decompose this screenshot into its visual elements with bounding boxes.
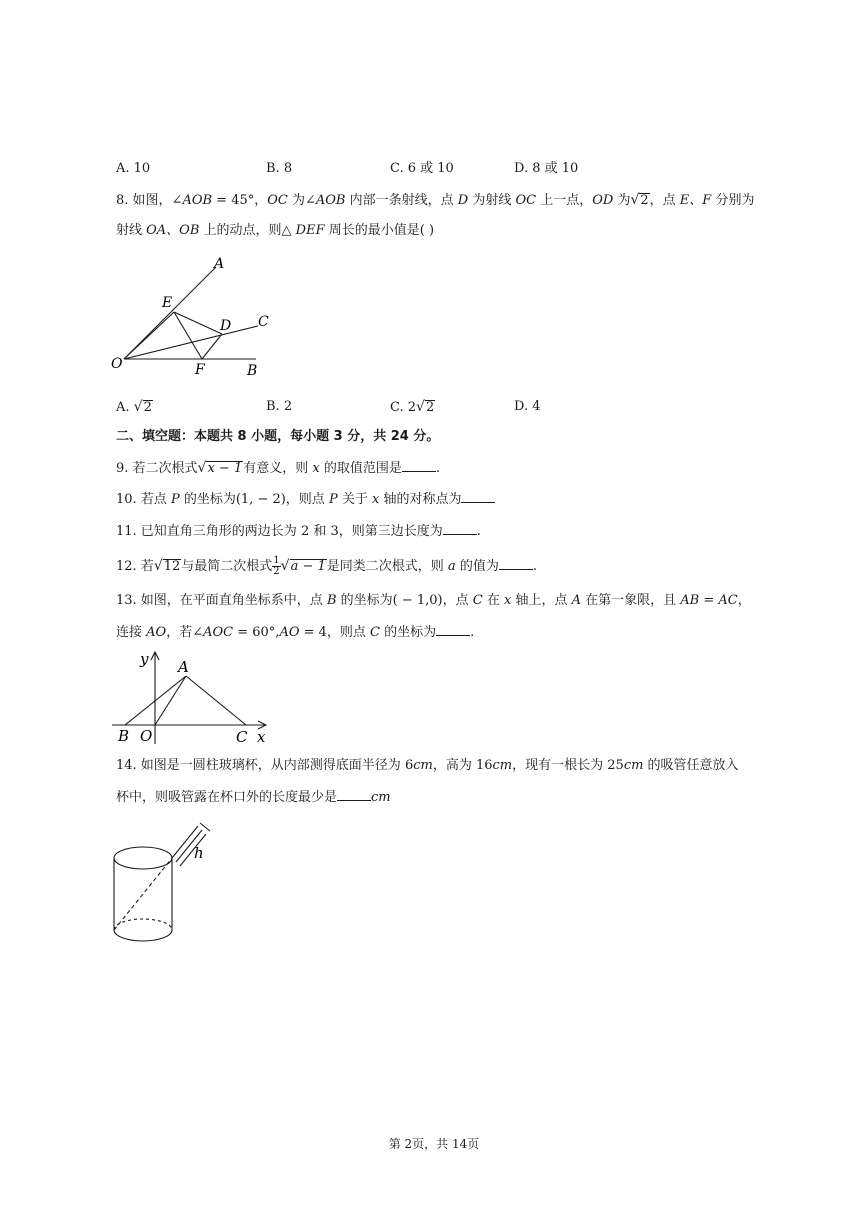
q7-option-b: B. 8 [266, 161, 293, 176]
q13-answer-blank [436, 623, 470, 636]
q11: 11. 已知直角三角形的两边长为 2 和 3，则第三边长度为 . [116, 524, 481, 539]
q12-answer-blank [499, 557, 533, 570]
q12-fraction: $\frac{1}{2}$ [273, 555, 280, 577]
q9: 9. 若二次根式√x − 1有意义，则 x 的取值范围是 . [116, 460, 440, 476]
q8-option-a: A. √2 [116, 399, 152, 415]
q9-answer-blank [402, 459, 436, 472]
q8-option-b: B. 2 [266, 399, 293, 414]
q13-label-x: x [257, 728, 266, 746]
q8-label-f: F [195, 362, 205, 378]
q14-line-1: 14. 如图是一圆柱玻璃杯，从内部测得底面半径为 6cm，高为 16cm，现有一根长为 25cm 的吸管任意放入 [116, 758, 739, 773]
q13-label-b: B [118, 727, 130, 745]
q8-option-d: D. 4 [514, 399, 541, 414]
q7-option-c: C. 6 或 10 [390, 161, 454, 176]
q10: 10. 若点 P 的坐标为(1, − 2)，则点 P 关于 x 轴的对称点为 [116, 490, 495, 509]
q14-figure [106, 816, 226, 948]
q14-label-h: h [194, 844, 204, 862]
q12: 12. 若√12与最简二次根式 $\frac{1}{2}$ √a − 1是同类二次根式，则 a 的值为 . [116, 555, 537, 577]
q13-label-a: A [178, 658, 189, 676]
q8-line-2: 射线 OA、OB 上的动点，则△ DEF 周长的最小值是( ) [116, 223, 435, 238]
q11-answer-blank [443, 522, 477, 535]
q8-line-1: 8. 如图，∠AOB = 45°，OC 为∠AOB 内部一条射线，点 D 为射线 OC 上一点，OD 为√2，点 E、F 分别为 [116, 192, 755, 208]
q13-line-1: 13. 如图，在平面直角坐标系中，点 B 的坐标为( − 1,0)，点 C 在 x 轴上，点 A 在第一象限，且 AB = AC， [116, 593, 751, 608]
q13-figure [108, 648, 280, 748]
q8-label-b: B [247, 363, 258, 379]
q13-label-c: C [236, 728, 248, 746]
q13-line-2: 连接 AO，若∠AOC = 60°,AO = 4，则点 C 的坐标为 . [116, 625, 475, 640]
q8-label-o: O [111, 356, 123, 372]
section-2-heading: 二、填空题：本题共 8 小题，每小题 3 分，共 24 分。 [116, 429, 440, 444]
q13-label-y: y [140, 650, 149, 668]
q7-option-d: D. 8 或 10 [514, 161, 579, 176]
q14-line-2: 杯中，则吸管露在杯口外的长度最少是 cm [116, 790, 391, 805]
q8-label-d: D [220, 318, 232, 334]
q8-label-c: C [258, 314, 269, 330]
page-footer: 第 2页，共 14页 [388, 1137, 480, 1151]
q8-label-a: A [214, 256, 225, 272]
q8-option-c: C. 2√2 [390, 399, 435, 415]
q10-answer-blank [461, 490, 495, 503]
q8-figure [106, 252, 286, 382]
q13-label-o: O [140, 727, 153, 745]
q7-option-a: A. 10 [116, 161, 151, 176]
q8-label-e: E [162, 295, 173, 311]
q14-answer-blank [337, 788, 371, 801]
